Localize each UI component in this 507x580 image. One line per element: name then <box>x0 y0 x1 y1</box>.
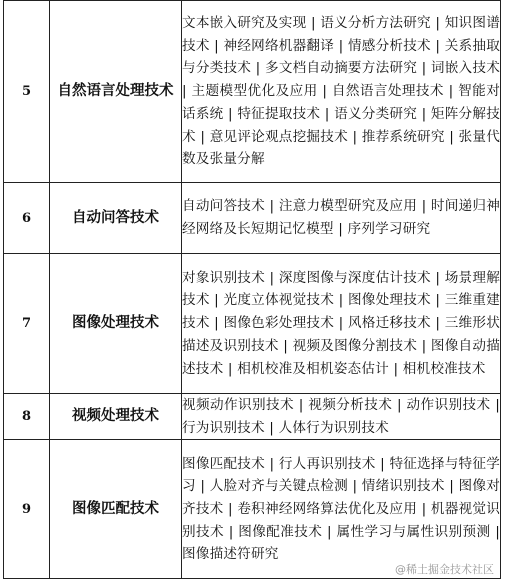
row-number: 9 <box>4 440 50 579</box>
watermark: @稀土掘金技术社区 <box>392 561 497 577</box>
table-row <box>4 440 501 579</box>
research-topics: 自动问答技术 | 注意力模型研究及应用 | 时间递归神经网络及长短期记忆模型 | 序列学习研究 <box>182 183 501 254</box>
research-topics: 文本嵌入研究及实现 | 语义分析方法研究 | 知识图谱技术 | 神经网络机器翻译 | 情感分析技术 | 关系抽取与分类技术 | 多文档自动摘要方法研究 | 词嵌入技术 | 主题模型优化及应用 | 自然语言处理技术 | 智能对话系统 | 特征提取技术 | 语义分类研究 | 矩阵分解技术 | 意见评论观点挖掘技术 | 推荐系统研究 | 张量代数及张量分解 <box>182 1 501 183</box>
technology-name: 视频处理技术 <box>50 394 182 440</box>
technology-name: 自动问答技术 <box>50 183 182 254</box>
row-number: 7 <box>4 254 50 394</box>
research-topics: 图像匹配技术 | 行人再识别技术 | 特征选择与特征学习 | 人脸对齐与关键点检测 | 情绪识别技术 | 图像对齐技术 | 卷积神经网络算法优化及应用 | 机器视觉识别技术 | 图像配准技术 | 属性学习与属性识别预测 | 图像描述符研究 <box>182 440 501 579</box>
technology-name: 自然语言处理技术 <box>50 1 182 183</box>
technology-name: 图像匹配技术 <box>50 440 182 579</box>
row-number: 6 <box>4 183 50 254</box>
table-row <box>4 1 501 183</box>
technology-table <box>3 0 501 579</box>
research-topics: 视频动作识别技术 | 视频分析技术 | 动作识别技术 | 行为识别技术 | 人体行为识别技术 <box>182 394 501 440</box>
row-number: 5 <box>4 1 50 183</box>
technology-name: 图像处理技术 <box>50 254 182 394</box>
table-row <box>4 254 501 394</box>
table-row <box>4 183 501 254</box>
row-number: 8 <box>4 394 50 440</box>
table-row <box>4 394 501 440</box>
research-topics: 对象识别技术 | 深度图像与深度估计技术 | 场景理解技术 | 光度立体视觉技术 | 图像处理技术 | 三维重建技术 | 图像色彩处理技术 | 风格迁移技术 | 三维形状描述及识别技术 | 视频及图像分割技术 | 图像自动描述技术 | 相机校准及相机姿态估计 | 相机校准技术 <box>182 254 501 394</box>
